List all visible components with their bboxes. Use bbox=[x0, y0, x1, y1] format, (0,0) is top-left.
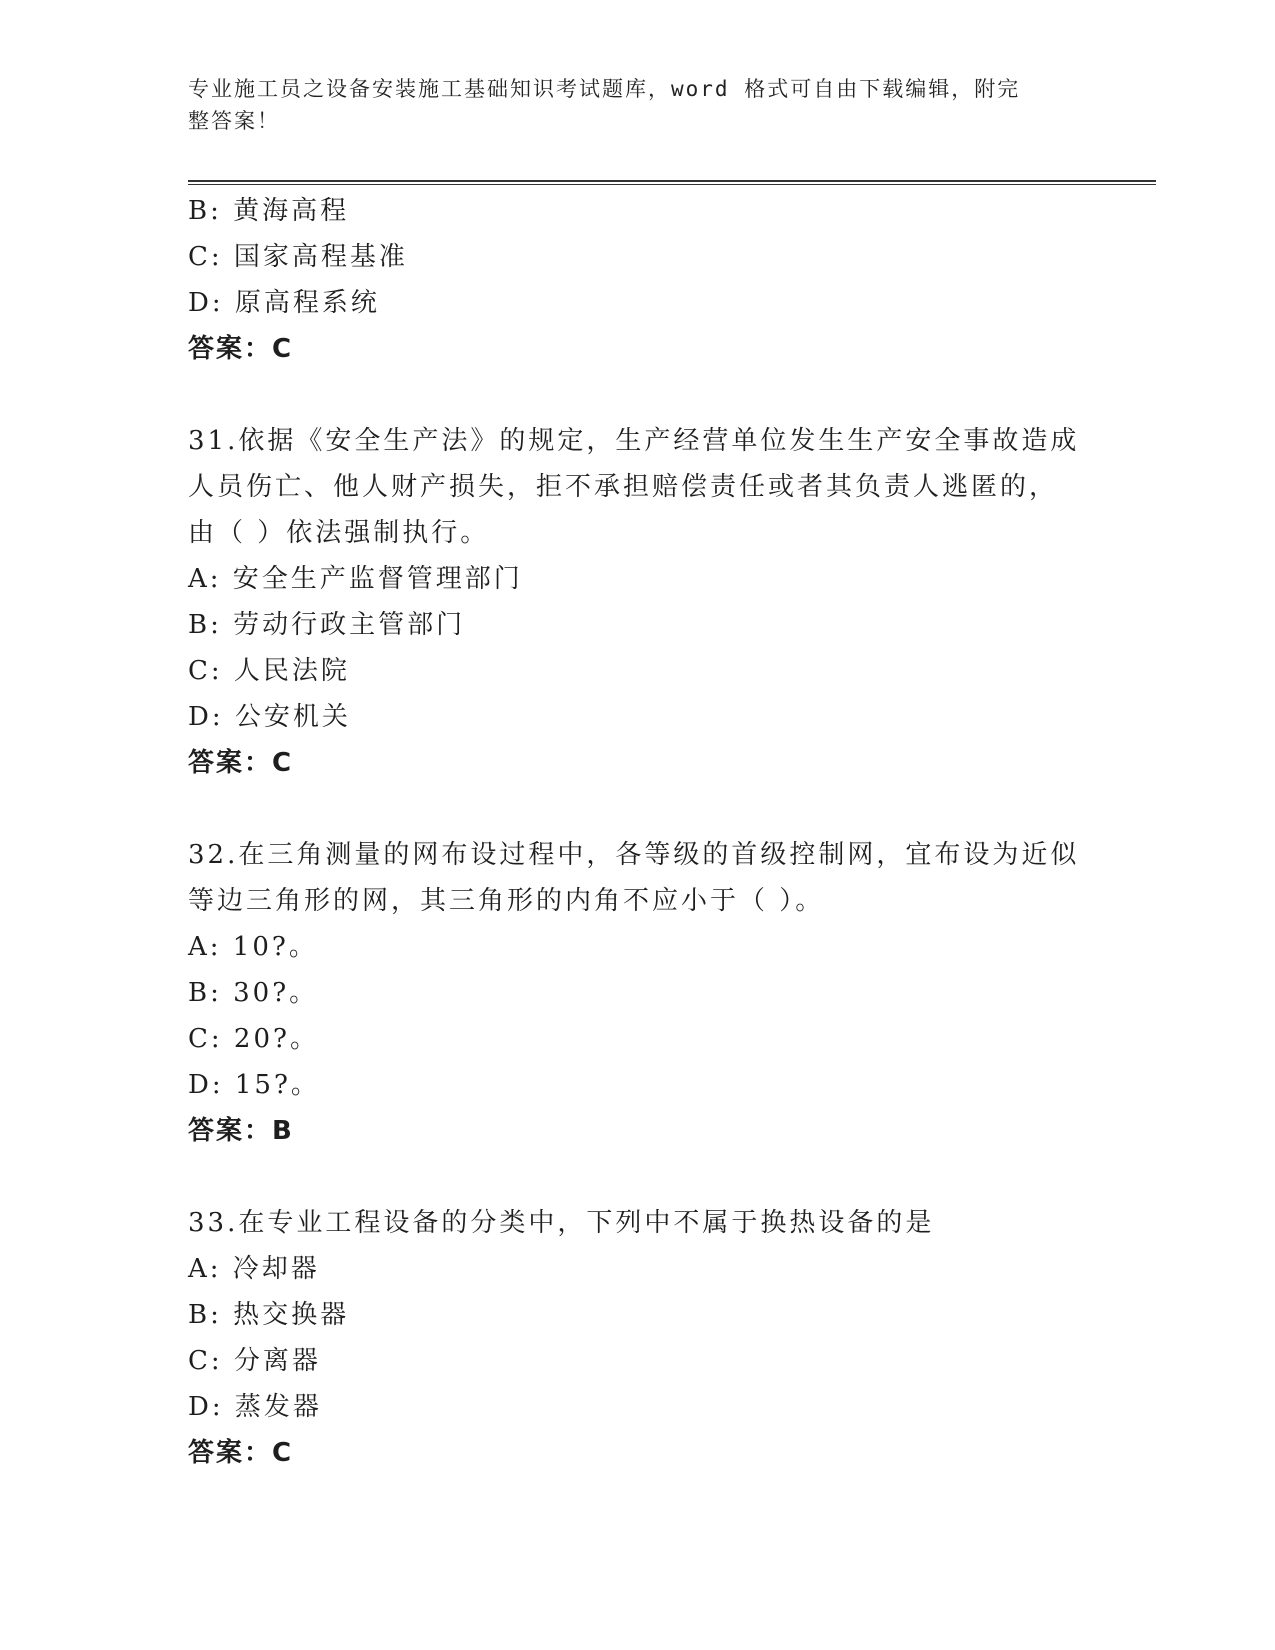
header-line-1: 专业施工员之设备安装施工基础知识考试题库，word 格式可自由下载编辑，附完 bbox=[188, 77, 1021, 101]
question-block-30 bbox=[188, 188, 1088, 372]
question-block-31 bbox=[188, 418, 1088, 786]
option-c: C: 分离器 bbox=[188, 1346, 321, 1376]
option-a: A: 冷却器 bbox=[188, 1254, 320, 1284]
question-stem-line: 33.在专业工程设备的分类中，下列中不属于换热设备的是 bbox=[188, 1208, 935, 1238]
answer-line: 答案：C bbox=[188, 1438, 294, 1468]
spacer bbox=[188, 372, 1088, 418]
option-b: B: 热交换器 bbox=[188, 1300, 350, 1330]
option-d: D: 原高程系统 bbox=[188, 288, 380, 318]
spacer bbox=[188, 786, 1088, 832]
question-stem-line: 31.依据《安全生产法》的规定，生产经营单位发生生产安全事故造成 bbox=[188, 426, 1080, 456]
option-b: B: 30?。 bbox=[188, 978, 319, 1008]
option-b: B: 黄海高程 bbox=[188, 196, 350, 226]
option-a: A: 10?。 bbox=[188, 932, 318, 962]
option-d: D: 蒸发器 bbox=[188, 1392, 322, 1422]
option-d: D: 15?。 bbox=[188, 1070, 320, 1100]
header-divider-thick bbox=[188, 180, 1156, 182]
question-stem-line: 人员伤亡、他人财产损失，拒不承担赔偿责任或者其负责人逃匿的， bbox=[188, 472, 1059, 502]
answer-line: 答案：C bbox=[188, 334, 294, 364]
question-list bbox=[188, 188, 1088, 1476]
question-stem-line: 32.在三角测量的网布设过程中，各等级的首级控制网，宜布设为近似 bbox=[188, 840, 1080, 870]
answer-line: 答案：C bbox=[188, 748, 294, 778]
option-c: C: 20?。 bbox=[188, 1024, 319, 1054]
option-c: C: 国家高程基准 bbox=[188, 242, 408, 272]
header-divider-thin bbox=[188, 184, 1156, 185]
spacer bbox=[188, 1154, 1088, 1200]
question-block-33 bbox=[188, 1200, 1088, 1476]
answer-line: 答案：B bbox=[188, 1116, 294, 1146]
option-b: B: 劳动行政主管部门 bbox=[188, 610, 466, 640]
option-d: D: 公安机关 bbox=[188, 702, 351, 732]
question-block-32 bbox=[188, 832, 1088, 1154]
option-c: C: 人民法院 bbox=[188, 656, 350, 686]
question-stem-line: 等边三角形的网，其三角形的内角不应小于（ ）。 bbox=[188, 886, 825, 916]
document-header bbox=[188, 73, 1088, 137]
question-stem-line: 由（ ）依法强制执行。 bbox=[188, 518, 490, 548]
header-line-2: 整答案！ bbox=[188, 109, 280, 133]
option-a: A: 安全生产监督管理部门 bbox=[188, 564, 523, 594]
